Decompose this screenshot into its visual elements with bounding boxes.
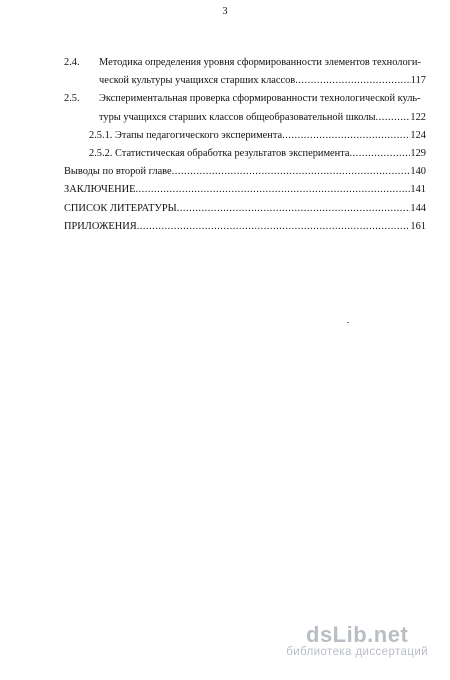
toc-entry-title-line: Методика определения уровня сформированности элементов технологи- [99, 57, 421, 68]
dot-leader [349, 145, 410, 163]
watermark-caption: библиотека диссертаций [286, 646, 428, 658]
toc-entry-number: 2.4. [64, 57, 80, 68]
toc-entry-title-line: туры учащихся старших классов общеобразовательной школы [99, 111, 376, 123]
toc-entry-appendices [64, 218, 426, 236]
table-of-contents [64, 54, 426, 236]
watermark [286, 622, 428, 658]
toc-entry-2-5-1 [64, 127, 426, 145]
toc-entry-title: ЗАКЛЮЧЕНИЕ [64, 184, 136, 196]
scan-speck [347, 322, 349, 323]
toc-entry-2-4 [64, 54, 426, 90]
toc-entry-2-5-2 [64, 145, 426, 163]
watermark-logo: dsLib.net [306, 622, 409, 647]
toc-entry-title: 2.5.2. Статистическая обработка результатов эксперимента [89, 148, 350, 160]
dot-leader [172, 163, 411, 181]
toc-entry-title: 2.5.1. Этапы педагогического эксперимента [89, 129, 283, 141]
toc-page-number: 129 [410, 148, 426, 160]
toc-page-number: 161 [410, 220, 426, 232]
toc-entry-bibliography [64, 200, 426, 218]
toc-entry-final [64, 181, 426, 199]
toc-entry-title: ПРИЛОЖЕНИЯ [64, 220, 137, 232]
dot-leader [137, 218, 411, 236]
page-number: 3 [222, 6, 228, 17]
toc-entry-title-line: Экспериментальная проверка сформированности технологической куль- [99, 93, 421, 105]
toc-page-number: 140 [410, 166, 426, 178]
toc-page-number: 124 [410, 129, 426, 141]
dot-leader [177, 200, 411, 218]
dot-leader [376, 109, 411, 127]
toc-page-number: 144 [410, 202, 426, 214]
toc-entry-conclusions [64, 163, 426, 181]
toc-entry-title-line: ческой культуры учащихся старших классов [99, 75, 296, 87]
dot-leader [282, 127, 410, 145]
toc-entry-2-5 [64, 90, 426, 126]
toc-page-number: 122 [410, 111, 426, 123]
toc-entry-number: 2.5. [64, 93, 80, 105]
dot-leader [295, 72, 411, 90]
toc-page-number: 117 [410, 75, 426, 87]
toc-entry-title: Выводы по второй главе [64, 166, 172, 178]
toc-page-number: 141 [410, 184, 426, 196]
dot-leader [135, 181, 410, 199]
toc-entry-title: СПИСОК ЛИТЕРАТУРЫ [64, 202, 177, 214]
